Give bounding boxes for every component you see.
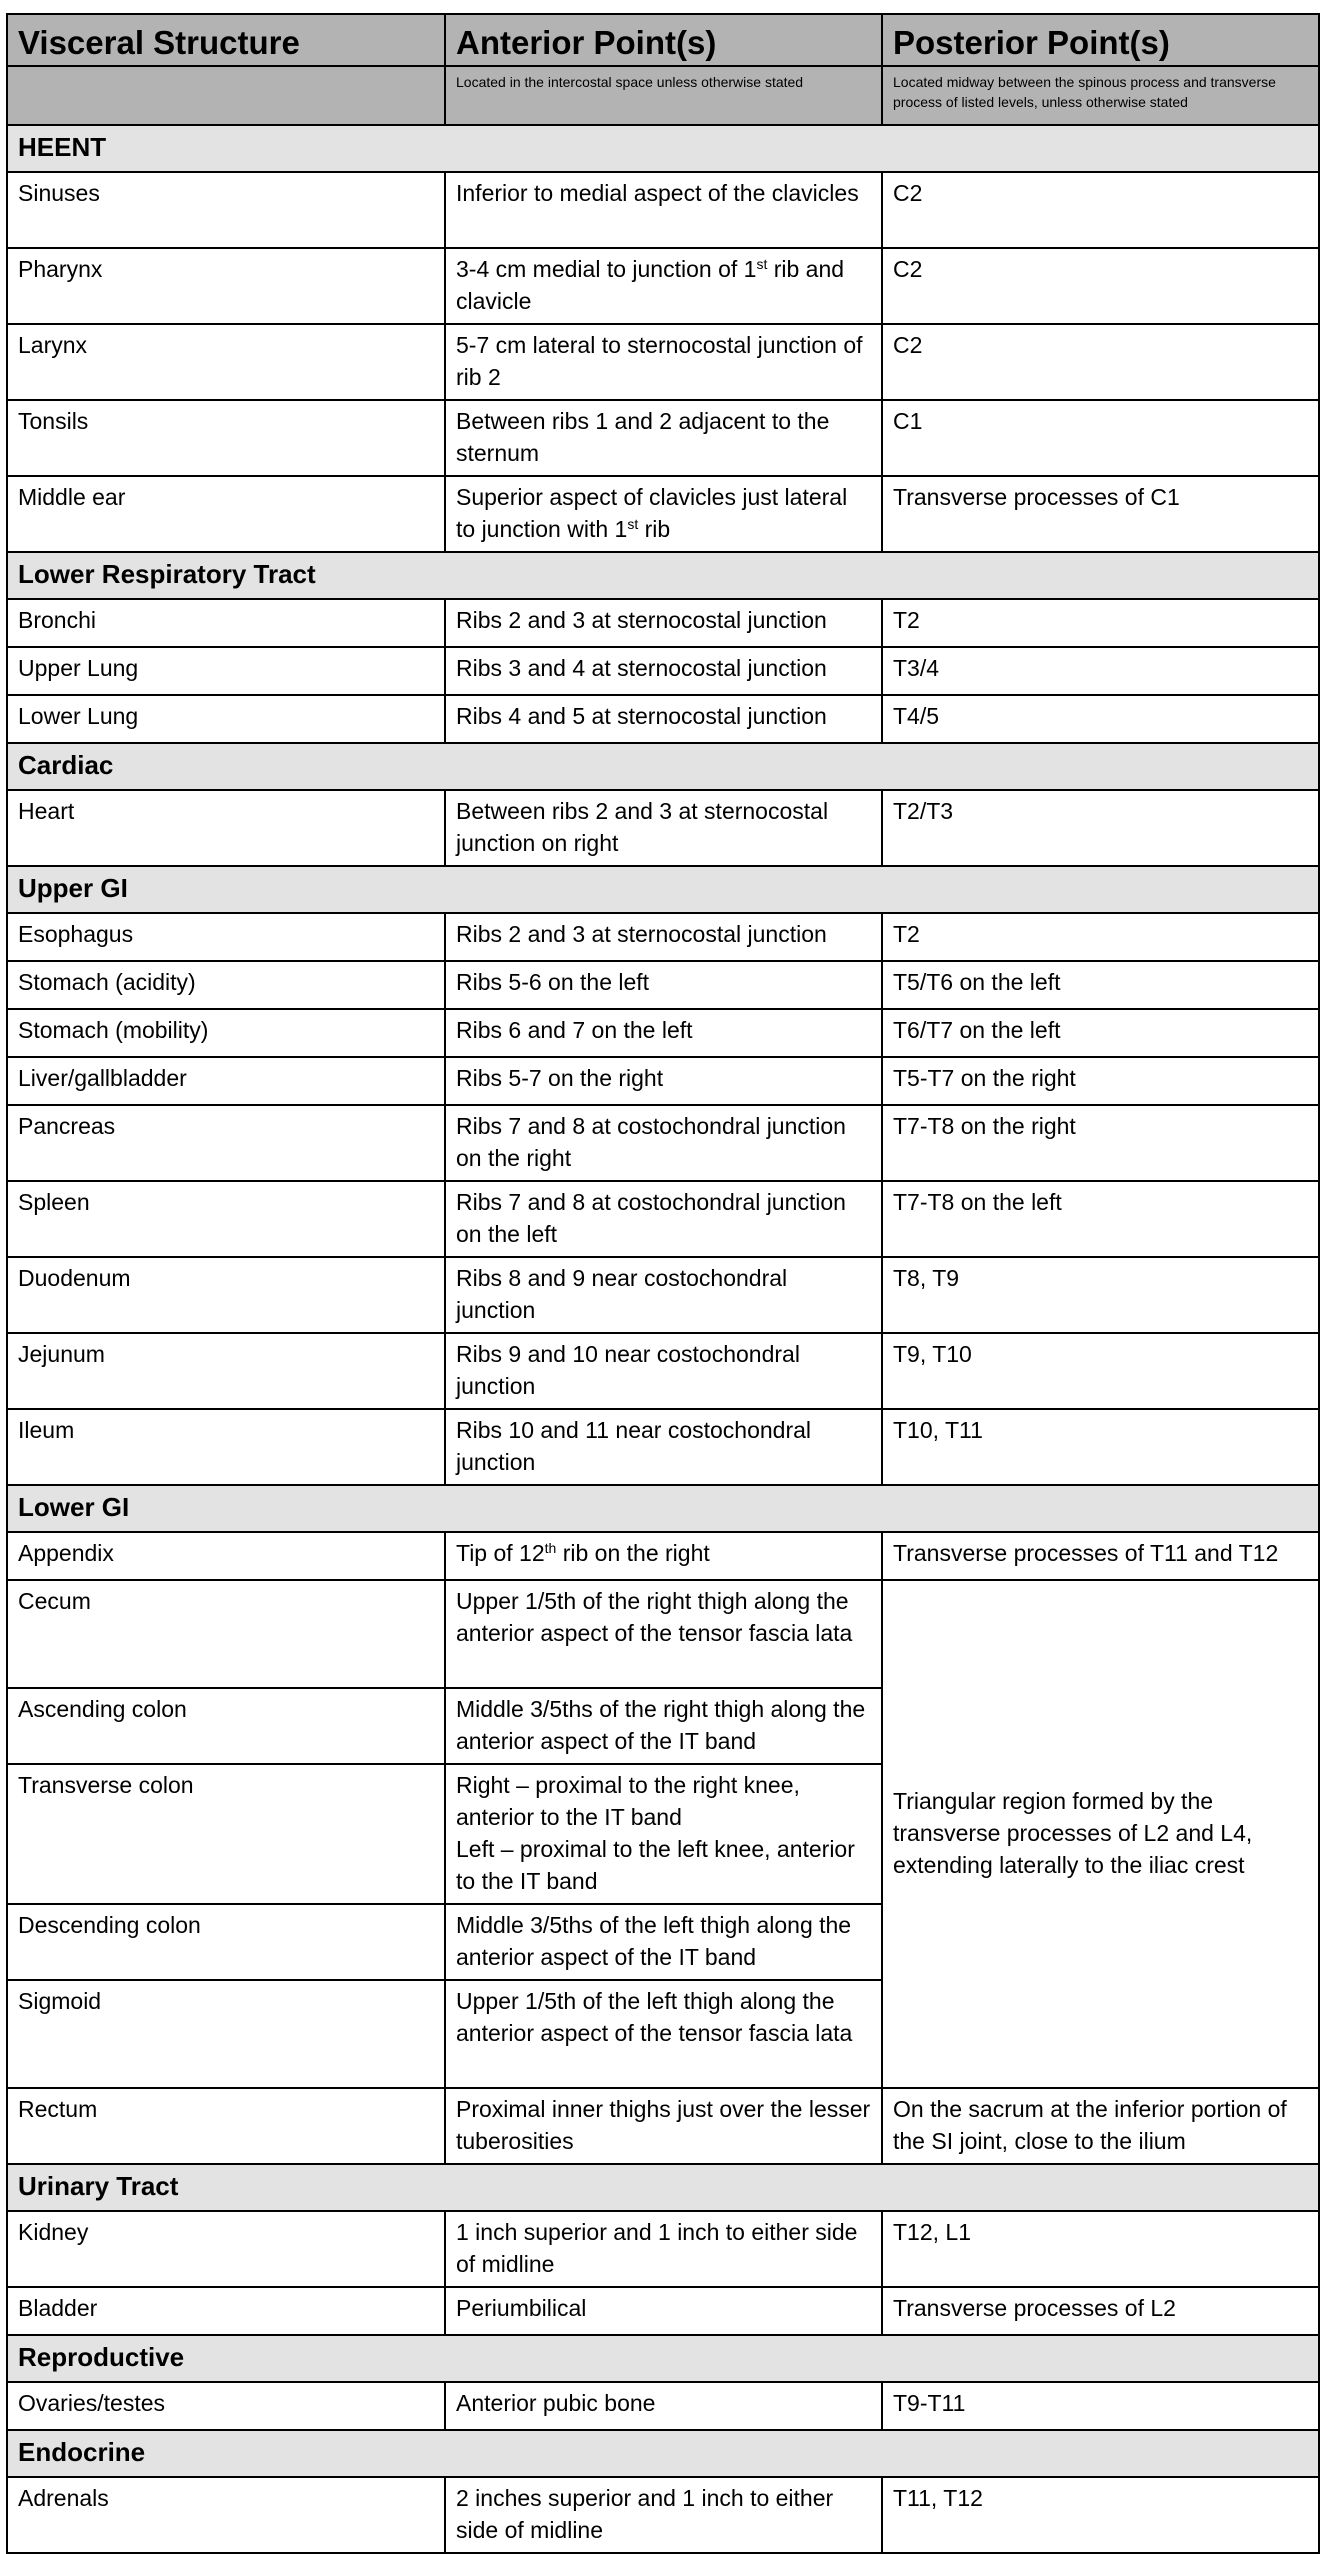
- header-anterior-points: Anterior Point(s): [445, 14, 882, 66]
- anterior-cell: Between ribs 1 and 2 adjacent to the sternum: [445, 400, 882, 476]
- anterior-cell: Ribs 5-6 on the left: [445, 961, 882, 1009]
- table-row: [7, 1580, 1319, 1688]
- structure-cell: Appendix: [7, 1532, 445, 1580]
- table-row: [7, 1333, 1319, 1409]
- posterior-cell: T5/T6 on the left: [882, 961, 1319, 1009]
- table-row: [7, 1409, 1319, 1485]
- section-lower-gi: Lower GI: [7, 1485, 1319, 1532]
- posterior-cell: T7-T8 on the left: [882, 1181, 1319, 1257]
- structure-cell: Ovaries/testes: [7, 2382, 445, 2430]
- anterior-cell: Ribs 5-7 on the right: [445, 1057, 882, 1105]
- table-row: [7, 790, 1319, 866]
- structure-cell: Liver/gallbladder: [7, 1057, 445, 1105]
- anterior-cell: Tip of 12th rib on the right: [445, 1532, 882, 1580]
- posterior-cell: C2: [882, 248, 1319, 324]
- structure-cell: Tonsils: [7, 400, 445, 476]
- anterior-cell: Ribs 8 and 9 near costochondral junction: [445, 1257, 882, 1333]
- table-row: [7, 476, 1319, 552]
- structure-cell: Sinuses: [7, 172, 445, 248]
- anterior-cell: Ribs 2 and 3 at sternocostal junction: [445, 913, 882, 961]
- anterior-cell: Between ribs 2 and 3 at sternocostal junction on right: [445, 790, 882, 866]
- posterior-cell: T2: [882, 913, 1319, 961]
- anterior-cell: Superior aspect of clavicles just lateral to junction with 1st rib: [445, 476, 882, 552]
- structure-cell: Ascending colon: [7, 1688, 445, 1764]
- anterior-cell: Upper 1/5th of the left thigh along the anterior aspect of the tensor fascia lata: [445, 1980, 882, 2088]
- table-row: [7, 1532, 1319, 1580]
- anterior-cell: Proximal inner thighs just over the lesser tuberosities: [445, 2088, 882, 2164]
- structure-cell: Spleen: [7, 1181, 445, 1257]
- structure-cell: Bronchi: [7, 599, 445, 647]
- table-row: [7, 2287, 1319, 2335]
- anterior-cell: 1 inch superior and 1 inch to either side of midline: [445, 2211, 882, 2287]
- table-row: [7, 1181, 1319, 1257]
- anterior-line-right: Right – proximal to the right knee, anterior to the IT band: [456, 1772, 800, 1830]
- table-row: [7, 2088, 1319, 2164]
- posterior-cell: T2: [882, 599, 1319, 647]
- section-lower-respiratory-tract: Lower Respiratory Tract: [7, 552, 1319, 599]
- posterior-cell: T3/4: [882, 647, 1319, 695]
- anterior-cell: Middle 3/5ths of the left thigh along the anterior aspect of the IT band: [445, 1904, 882, 1980]
- anterior-cell: Ribs 4 and 5 at sternocostal junction: [445, 695, 882, 743]
- table-row: [7, 172, 1319, 248]
- table-row: [7, 599, 1319, 647]
- posterior-cell: On the sacrum at the inferior portion of the SI joint, close to the ilium: [882, 2088, 1319, 2164]
- structure-cell: Duodenum: [7, 1257, 445, 1333]
- anterior-cell: Ribs 9 and 10 near costochondral junction: [445, 1333, 882, 1409]
- header-note-blank: [7, 66, 445, 125]
- header-note-anterior: Located in the intercostal space unless otherwise stated: [445, 66, 882, 125]
- structure-cell: Transverse colon: [7, 1764, 445, 1904]
- structure-cell: Stomach (mobility): [7, 1009, 445, 1057]
- section-endocrine: Endocrine: [7, 2430, 1319, 2477]
- structure-cell: Kidney: [7, 2211, 445, 2287]
- structure-cell: Bladder: [7, 2287, 445, 2335]
- visceral-points-table: [6, 13, 1320, 2554]
- structure-cell: Lower Lung: [7, 695, 445, 743]
- table-row: [7, 2477, 1319, 2553]
- header-posterior-points: Posterior Point(s): [882, 14, 1319, 66]
- structure-cell: Pharynx: [7, 248, 445, 324]
- posterior-cell-merged: Triangular region formed by the transverse processes of L2 and L4, extending laterally to the iliac crest: [882, 1580, 1319, 2088]
- table-header: [7, 14, 1319, 125]
- table-row: [7, 324, 1319, 400]
- structure-cell: Jejunum: [7, 1333, 445, 1409]
- structure-cell: Sigmoid: [7, 1980, 445, 2088]
- structure-cell: Stomach (acidity): [7, 961, 445, 1009]
- anterior-cell: Ribs 2 and 3 at sternocostal junction: [445, 599, 882, 647]
- structure-cell: Esophagus: [7, 913, 445, 961]
- table-row: [7, 961, 1319, 1009]
- posterior-cell: T9-T11: [882, 2382, 1319, 2430]
- anterior-cell: Ribs 3 and 4 at sternocostal junction: [445, 647, 882, 695]
- structure-cell: Cecum: [7, 1580, 445, 1688]
- table-row: [7, 913, 1319, 961]
- table-row: [7, 1057, 1319, 1105]
- posterior-cell: T6/T7 on the left: [882, 1009, 1319, 1057]
- posterior-cell: Transverse processes of L2: [882, 2287, 1319, 2335]
- anterior-cell: 5-7 cm lateral to sternocostal junction of rib 2: [445, 324, 882, 400]
- posterior-cell: T4/5: [882, 695, 1319, 743]
- structure-cell: Rectum: [7, 2088, 445, 2164]
- anterior-cell: Middle 3/5ths of the right thigh along the anterior aspect of the IT band: [445, 1688, 882, 1764]
- posterior-cell: T11, T12: [882, 2477, 1319, 2553]
- anterior-cell: Ribs 7 and 8 at costochondral junction on the right: [445, 1105, 882, 1181]
- anterior-cell: Periumbilical: [445, 2287, 882, 2335]
- posterior-cell: Transverse processes of C1: [882, 476, 1319, 552]
- structure-cell: Descending colon: [7, 1904, 445, 1980]
- visceral-points-table-container: [6, 13, 1318, 2554]
- table-row: [7, 400, 1319, 476]
- anterior-cell: 3-4 cm medial to junction of 1st rib and clavicle: [445, 248, 882, 324]
- posterior-cell: Transverse processes of T11 and T12: [882, 1532, 1319, 1580]
- anterior-cell: Ribs 6 and 7 on the left: [445, 1009, 882, 1057]
- anterior-cell: Ribs 7 and 8 at costochondral junction on the left: [445, 1181, 882, 1257]
- posterior-cell: T7-T8 on the right: [882, 1105, 1319, 1181]
- anterior-cell: [445, 1764, 882, 1904]
- anterior-cell: Upper 1/5th of the right thigh along the anterior aspect of the tensor fascia lata: [445, 1580, 882, 1688]
- anterior-cell: Inferior to medial aspect of the clavicles: [445, 172, 882, 248]
- structure-cell: Larynx: [7, 324, 445, 400]
- table-row: [7, 248, 1319, 324]
- posterior-cell: T10, T11: [882, 1409, 1319, 1485]
- section-upper-gi: Upper GI: [7, 866, 1319, 913]
- structure-cell: Adrenals: [7, 2477, 445, 2553]
- posterior-cell: C2: [882, 324, 1319, 400]
- section-reproductive: Reproductive: [7, 2335, 1319, 2382]
- table-row: [7, 1257, 1319, 1333]
- anterior-cell: Ribs 10 and 11 near costochondral junction: [445, 1409, 882, 1485]
- anterior-line-left: Left – proximal to the left knee, anterior to the IT band: [456, 1836, 855, 1894]
- anterior-cell: 2 inches superior and 1 inch to either side of midline: [445, 2477, 882, 2553]
- anterior-cell: Anterior pubic bone: [445, 2382, 882, 2430]
- table-row: [7, 695, 1319, 743]
- section-urinary-tract: Urinary Tract: [7, 2164, 1319, 2211]
- structure-cell: Upper Lung: [7, 647, 445, 695]
- structure-cell: Ileum: [7, 1409, 445, 1485]
- posterior-cell: T12, L1: [882, 2211, 1319, 2287]
- section-heent: HEENT: [7, 125, 1319, 172]
- header-visceral-structure: Visceral Structure: [7, 14, 445, 66]
- posterior-cell: C2: [882, 172, 1319, 248]
- table-row: [7, 2382, 1319, 2430]
- header-note-posterior: Located midway between the spinous process and transverse process of listed levels, unless otherwise stated: [882, 66, 1319, 125]
- posterior-cell: T8, T9: [882, 1257, 1319, 1333]
- table-row: [7, 2211, 1319, 2287]
- section-cardiac: Cardiac: [7, 743, 1319, 790]
- table-row: [7, 647, 1319, 695]
- posterior-cell: C1: [882, 400, 1319, 476]
- posterior-cell: T9, T10: [882, 1333, 1319, 1409]
- posterior-cell: T2/T3: [882, 790, 1319, 866]
- table-row: [7, 1105, 1319, 1181]
- structure-cell: Heart: [7, 790, 445, 866]
- structure-cell: Middle ear: [7, 476, 445, 552]
- posterior-cell: T5-T7 on the right: [882, 1057, 1319, 1105]
- structure-cell: Pancreas: [7, 1105, 445, 1181]
- table-row: [7, 1009, 1319, 1057]
